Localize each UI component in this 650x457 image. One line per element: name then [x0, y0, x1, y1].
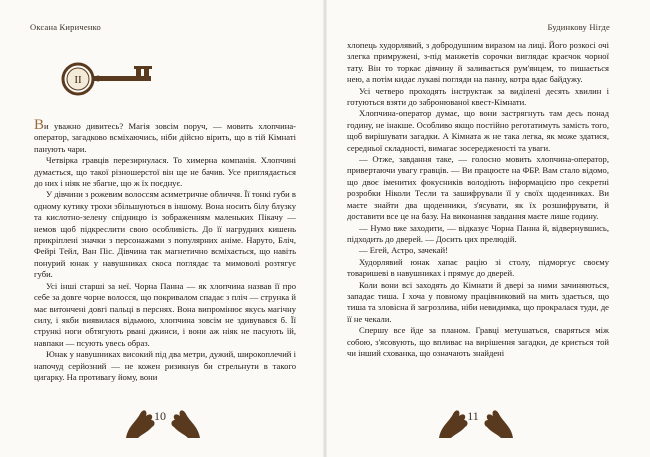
- chapter-numeral: II: [74, 74, 82, 86]
- paragraph: Коли вони всі заходять до Кімнати й двері за ними зачиняються, западає тиша. І хоча у повному працівниковий на мить здається, що тиша та зловісна й загрозлива, ніби невидимка, що прокралася туди, де її не чекали.: [347, 279, 609, 324]
- paragraph: — Отже, завдання таке, — голосно мовить хлопчина-оператор, привертаючи увагу гравців. — Ви працюєте на ФБР. Вам стало відомо, що двоє іменитих фокусників володіють інформацією про секретні розробки Ніколи Тесли та зашифрували її у своїх щоденниках. Ви маєте знайти два щоденники, з'ясувати, як їх розшифрувати, й доставити все це на базу. На виконання завдання маєте лише годину.: [347, 154, 609, 222]
- paragraph: Четвірка гравців перезирнулася. То химерна компанія. Хлопчині думається, що такої різношерстої він ще не бачив. Усе приглядається до них і ніяк не збагне, що ж їх поєднує.: [34, 155, 296, 189]
- paragraph: — Нумо вже заходити, — відказує Чорна Панна й, відвернувшись, підходить до дверей. — Досить цих прелюдій.: [347, 222, 609, 244]
- left-body-text: [34, 117, 296, 383]
- paragraph: — Егей, Астро, зачекай!: [359, 245, 448, 256]
- right-running-header: Будинкову Нігде: [547, 22, 610, 32]
- paragraph: Усі інші старші за неї. Чорна Панна — як хлопчина назвав її про себе за довге чорне волосся, що покривалом спадає з пліч — струнка й має витончені довгі пальці в перснях. Вона випромінює якусь магічну силу, і якби виявилася відьмою, хлопчина зовсім не здивувався б. Її стрункі ноги обтягують рвані джинси, і вони аж ніяк не пасують їй, навпаки — псують увесь образ.: [34, 280, 296, 348]
- paragraph: Хлопчина-оператор думає, що вони застрягнуть там десь понад годину, не інакше. Особливо якщо постійно реготатимуть замість того, щоб вирішувати загадки. А Кімната ж не така легка, як може здатися, середньої складності, вимагає зосередженості та уваги.: [347, 108, 609, 153]
- paragraph: Ви уважно дивитесь? Магія зовсім поруч, — мовить хлопчина-оператор, загадково всміхаючись, ніби дійсно вірить, що в тій Кімнаті панують чари.: [34, 117, 296, 154]
- paragraph: У дівчини з рожевим волоссям асиметричне обличчя. Її тонкі губи в одному кутику трохи збільшуються в іншому. Вона носить білу блузку та кислотно-зелену спідницю із зображенням маленьких Пікачу — немов щоб підкреслити свою особливість. До її нагрудних кишень прикріплені значки з персонажами з популярних аніме. Наруто, Бліч, Фейрі Тейл, Ван Піс. Дівчина так магнетично всміхається, що навіть понурий юнак у навушниках скоса поглядає та мимоволі розтягує губи.: [34, 189, 296, 280]
- paragraph: Юнак у навушниках високий під два метри, дужий, широкоплечий і напочуд серйозний — не кожен ризикнув би стрельнути в такого цигарку. На противагу йому, вони: [34, 349, 296, 382]
- key-ornament: [58, 55, 168, 105]
- right-body-text: [347, 40, 609, 359]
- paragraph: Усі четверо проходять інструктаж за виділені десять хвилин і готуються взяти до забронюваної квест-Кімнати.: [347, 85, 609, 108]
- paragraph: хлопець худорлявий, з добродушним виразом на лиці. Його розкосі очі злегка примружені, з-під манжетів сорочки виглядає краєчок чорної тату. Він то торкає дівчину й заливається рум'янцем, то пишається нею, а потім кидає лукаві погляди на панну, котра вдає байдужу.: [347, 40, 609, 85]
- page-number: 11: [467, 409, 479, 423]
- left-running-header: Оксана Кириченко: [30, 22, 101, 32]
- page-number: 10: [154, 409, 166, 423]
- paragraph: Спершу все йде за планом. Гравці метушаться, сваряться між собою, з'ясовують, що впливає на вирішення загадки, де криється той чи інший схованка, що означають знайдені: [347, 325, 609, 358]
- right-page: [325, 0, 650, 457]
- paragraph: Худорлявий юнак хапає рацію зі столу, підморгує своєму товаришеві в навушниках і прямує до дверей.: [347, 256, 609, 279]
- drop-cap: В: [34, 117, 45, 133]
